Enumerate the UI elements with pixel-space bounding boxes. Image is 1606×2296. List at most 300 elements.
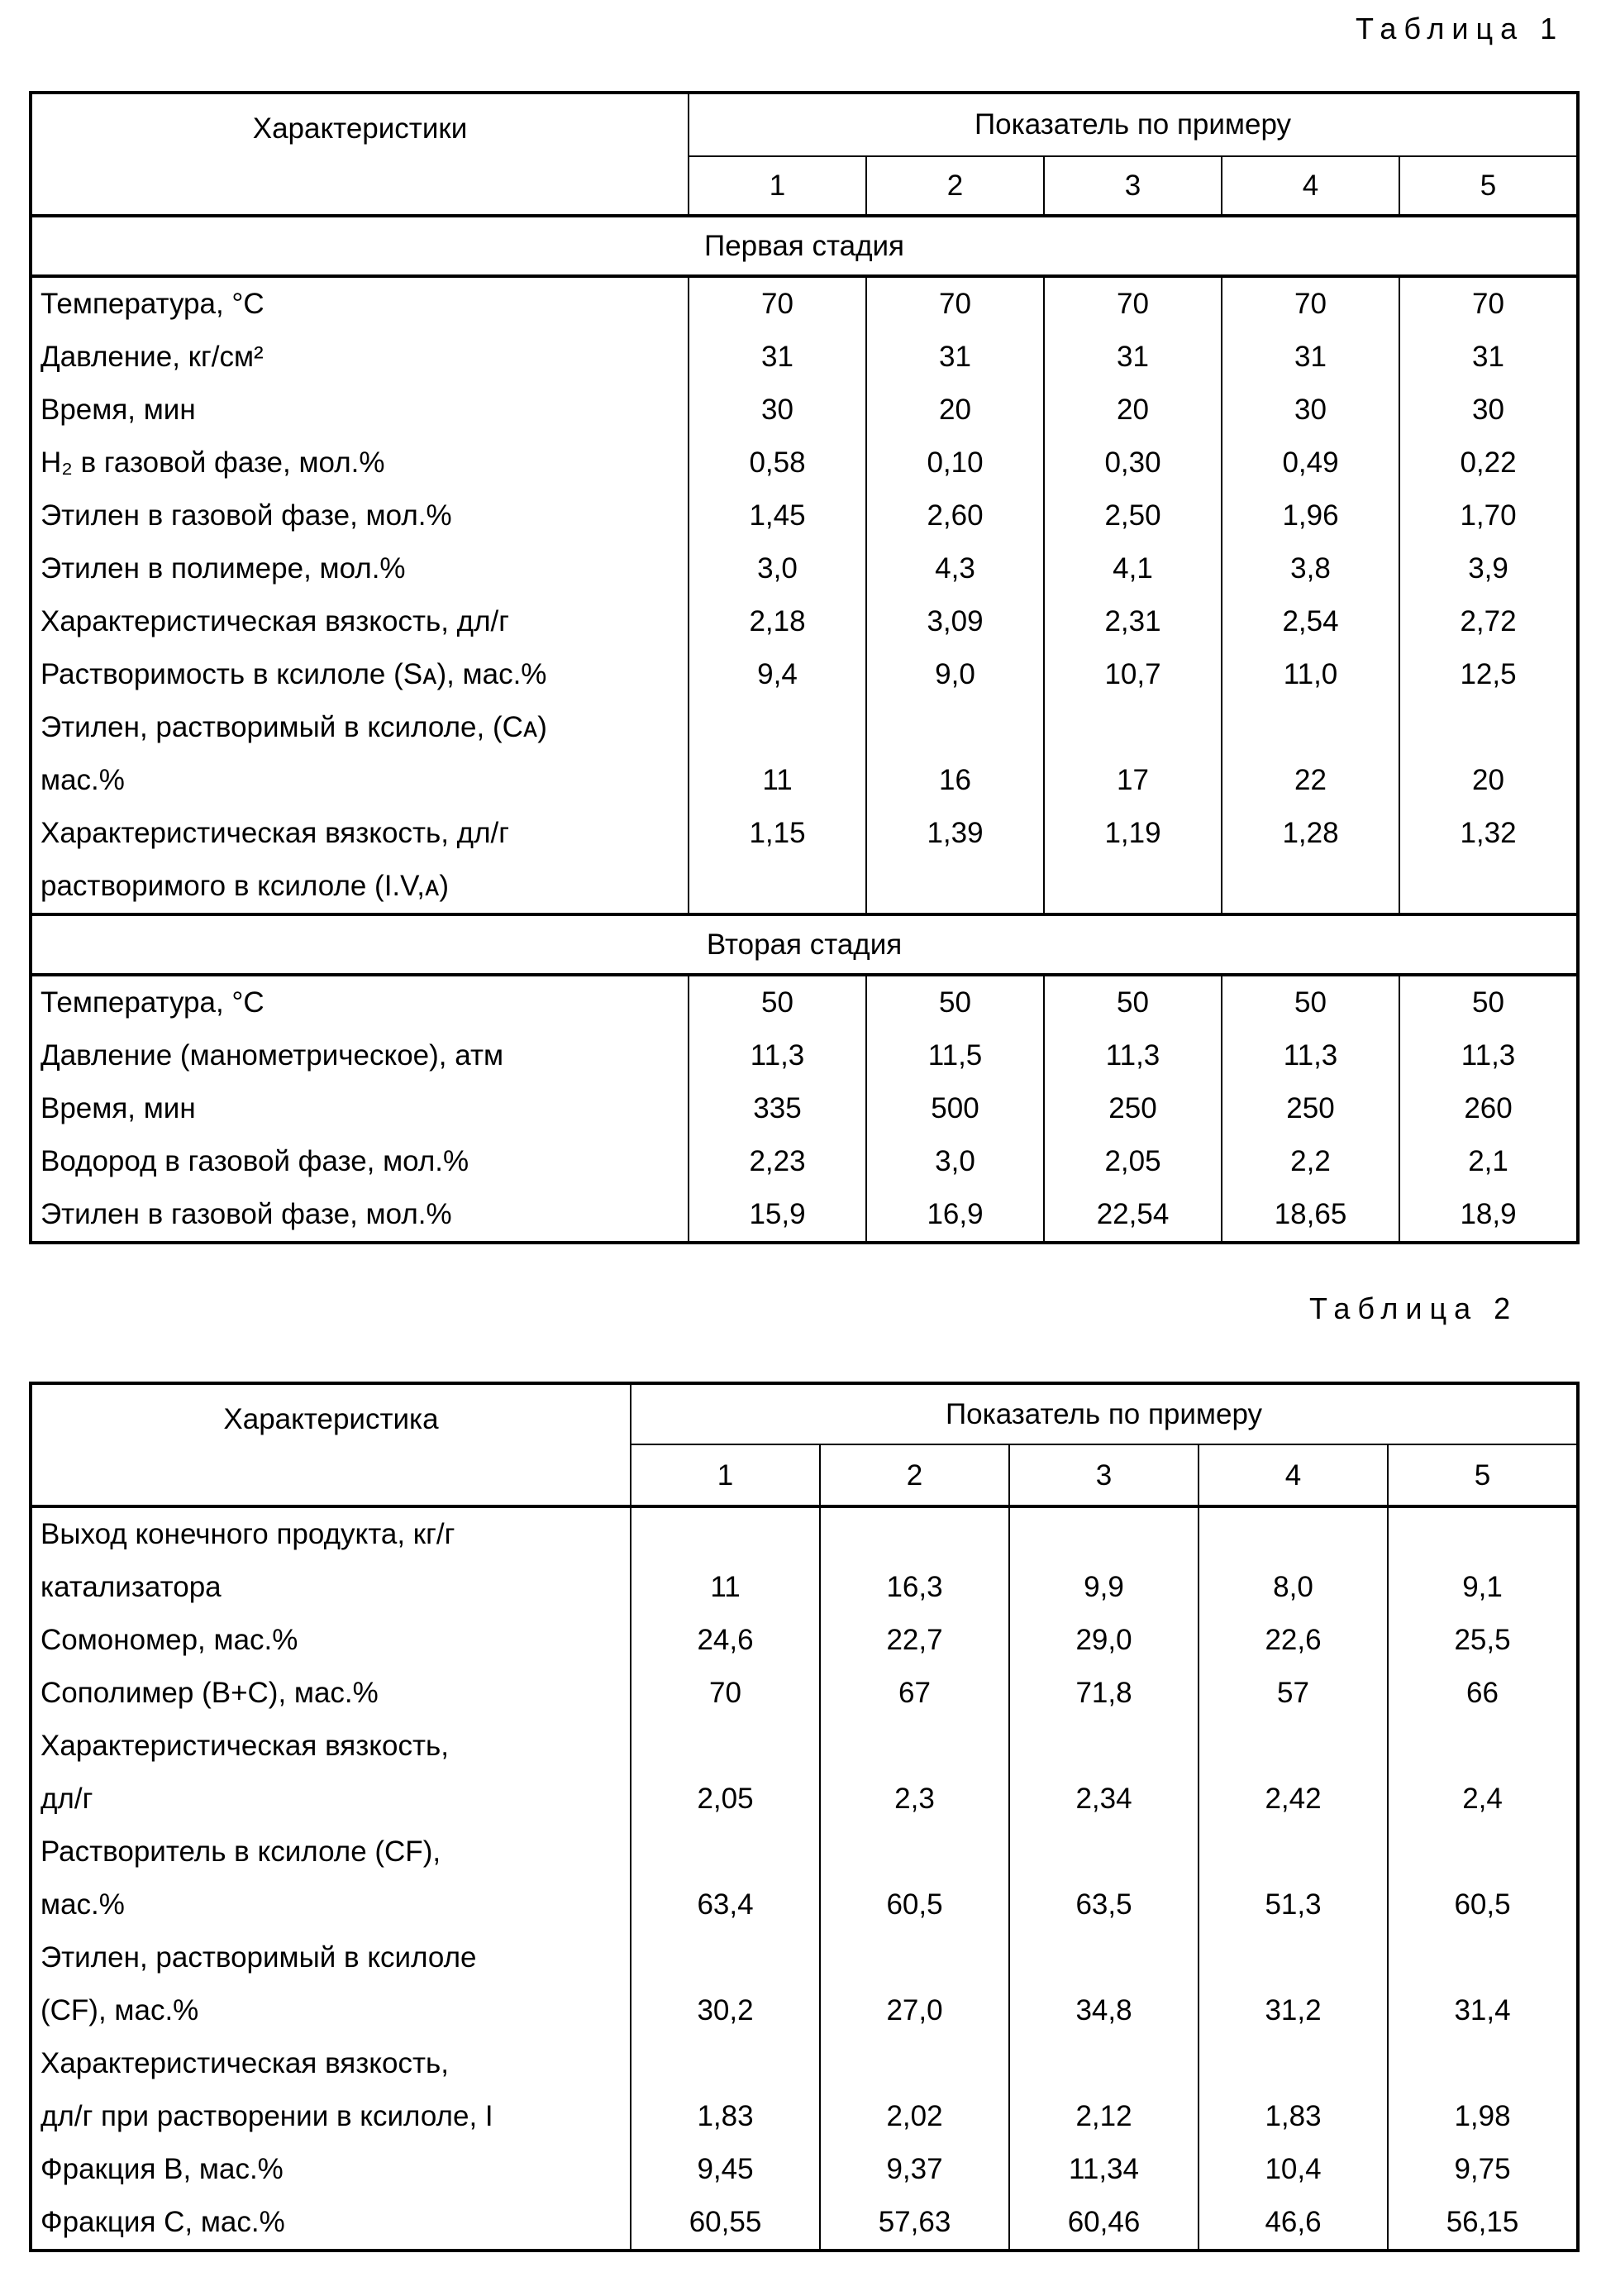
value-text: 2,05 — [1045, 1135, 1221, 1188]
cell-value — [1222, 489, 1399, 542]
value-text: 31 — [867, 331, 1043, 384]
cell-value — [1399, 331, 1578, 384]
empty-line — [821, 1931, 1008, 1984]
table-row — [31, 1506, 1578, 1614]
value-text: 9,0 — [867, 648, 1043, 701]
value-text: 2,12 — [1010, 2090, 1198, 2143]
value-text: 22 — [1222, 754, 1399, 807]
cell-value — [1009, 1720, 1199, 1826]
value-text: 2,2 — [1222, 1135, 1399, 1188]
cell-value — [631, 1826, 820, 1931]
cell-value — [689, 807, 866, 914]
value-text: 34,8 — [1010, 1984, 1198, 2037]
cell-value — [1044, 648, 1222, 701]
cell-value — [866, 1082, 1044, 1135]
value-text: 51,3 — [1199, 1878, 1387, 1931]
value-text: 50 — [867, 976, 1043, 1029]
value-text: 2,3 — [821, 1773, 1008, 1826]
empty-line — [631, 1826, 819, 1878]
row-label-line: Сополимер (B+C), мас.% — [41, 1667, 630, 1720]
table-row — [31, 975, 1578, 1029]
cell-value — [1044, 701, 1222, 807]
cell-value — [820, 2037, 1009, 2143]
header-group: Показатель по примеру — [631, 1383, 1578, 1444]
empty-line — [1045, 701, 1221, 754]
row-label-line: Температура, °C — [41, 278, 688, 331]
value-text: 2,60 — [867, 489, 1043, 542]
table-row — [31, 1826, 1578, 1931]
cell-value — [689, 1135, 866, 1188]
table-row — [31, 2143, 1578, 2196]
value-text: 15,9 — [689, 1188, 865, 1241]
value-text: 66 — [1389, 1667, 1576, 1720]
value-text: 2,50 — [1045, 489, 1221, 542]
cell-value — [820, 1720, 1009, 1826]
row-label — [31, 1082, 689, 1135]
cell-value — [689, 701, 866, 807]
cell-value — [866, 1135, 1044, 1188]
value-text: 1,15 — [689, 807, 865, 860]
value-text: 250 — [1222, 1082, 1399, 1135]
cell-value — [1388, 2037, 1578, 2143]
row-label-line: Фракция C, мас.% — [41, 2196, 630, 2249]
empty-line — [1010, 1508, 1198, 1561]
value-text: 60,55 — [631, 2196, 819, 2249]
cell-value — [1399, 1082, 1578, 1135]
cell-value — [1044, 331, 1222, 384]
cell-value — [689, 975, 866, 1029]
cell-value — [1009, 1826, 1199, 1931]
cell-value — [866, 276, 1044, 331]
value-text: 63,4 — [631, 1878, 819, 1931]
value-text: 1,96 — [1222, 489, 1399, 542]
table-row — [31, 1135, 1578, 1188]
cell-value — [1222, 437, 1399, 489]
value-text: 16,9 — [867, 1188, 1043, 1241]
value-text: 18,65 — [1222, 1188, 1399, 1241]
value-text: 60,5 — [821, 1878, 1008, 1931]
cell-value — [1222, 276, 1399, 331]
row-label-line: Выход конечного продукта, кг/г — [41, 1508, 630, 1561]
cell-value — [1399, 1029, 1578, 1082]
cell-value — [1222, 701, 1399, 807]
row-label-line: Давление, кг/см² — [41, 331, 688, 384]
value-text: 31,2 — [1199, 1984, 1387, 2037]
cell-value — [820, 2143, 1009, 2196]
row-label-line: (CF), мас.% — [41, 1984, 630, 2037]
value-text: 20 — [1400, 754, 1576, 807]
table-row — [31, 1082, 1578, 1135]
cell-value — [1044, 542, 1222, 595]
row-label — [31, 489, 689, 542]
cell-value — [631, 1667, 820, 1720]
row-label-line: дл/г при растворении в ксилоле, I — [41, 2090, 630, 2143]
value-text: 16 — [867, 754, 1043, 807]
header-characteristics: Характеристики — [31, 93, 689, 216]
value-text: 22,54 — [1045, 1188, 1221, 1241]
value-text: 31 — [1400, 331, 1576, 384]
row-label-line: Фракция B, мас.% — [41, 2143, 630, 2196]
cell-value — [866, 1188, 1044, 1243]
row-label-line: Растворимость в ксилоле (Sᴀ), мас.% — [41, 648, 688, 701]
table-row — [31, 276, 1578, 331]
header-example-number: 4 — [1222, 156, 1399, 216]
row-label — [31, 331, 689, 384]
value-text: 0,49 — [1222, 437, 1399, 489]
row-label-line: Этилен в газовой фазе, мол.% — [41, 1188, 688, 1241]
value-text: 57 — [1199, 1667, 1387, 1720]
value-text: 9,37 — [821, 2143, 1008, 2196]
cell-value — [1399, 701, 1578, 807]
header-row — [31, 1383, 1578, 1444]
cell-value — [1399, 437, 1578, 489]
empty-line — [631, 2037, 819, 2090]
header-example-number: 2 — [820, 1444, 1009, 1506]
empty-line — [1010, 1826, 1198, 1878]
row-label-line: мас.% — [41, 754, 688, 807]
cell-value — [1222, 1135, 1399, 1188]
empty-line — [1400, 860, 1576, 913]
value-text: 70 — [1045, 278, 1221, 331]
row-label — [31, 975, 689, 1029]
empty-line — [1010, 1720, 1198, 1773]
table1-caption: Таблица 1 — [1356, 12, 1564, 46]
empty-line — [1199, 1508, 1387, 1561]
value-text: 0,58 — [689, 437, 865, 489]
value-text: 11,34 — [1010, 2143, 1198, 2196]
cell-value — [866, 384, 1044, 437]
cell-value — [820, 2196, 1009, 2251]
empty-line — [867, 701, 1043, 754]
value-text: 1,32 — [1400, 807, 1576, 860]
value-text: 2,18 — [689, 595, 865, 648]
cell-value — [1222, 384, 1399, 437]
cell-value — [1399, 975, 1578, 1029]
value-text: 17 — [1045, 754, 1221, 807]
stage-row — [31, 216, 1578, 276]
value-text: 2,31 — [1045, 595, 1221, 648]
cell-value — [1199, 1931, 1388, 2037]
cell-value — [866, 331, 1044, 384]
stage-title: Первая стадия — [31, 216, 1578, 276]
row-label-line: Характеристическая вязкость, дл/г — [41, 807, 688, 860]
row-label-line: растворимого в ксилоле (I.V,ᴀ) — [41, 860, 688, 913]
value-text: 1,45 — [689, 489, 865, 542]
cell-value — [689, 1082, 866, 1135]
cell-value — [1009, 1667, 1199, 1720]
table-row — [31, 542, 1578, 595]
stage-title: Вторая стадия — [31, 914, 1578, 975]
row-label — [31, 1506, 631, 1614]
value-text: 70 — [1400, 278, 1576, 331]
cell-value — [1399, 276, 1578, 331]
value-text: 12,5 — [1400, 648, 1576, 701]
empty-line — [1010, 1931, 1198, 1984]
cell-value — [866, 437, 1044, 489]
empty-line — [821, 1720, 1008, 1773]
header-group: Показатель по примеру — [689, 93, 1578, 156]
cell-value — [1044, 1082, 1222, 1135]
value-text: 2,54 — [1222, 595, 1399, 648]
value-text: 3,8 — [1222, 542, 1399, 595]
value-text: 0,22 — [1400, 437, 1576, 489]
empty-line — [689, 860, 865, 913]
cell-value — [1222, 1029, 1399, 1082]
cell-value — [689, 331, 866, 384]
cell-value — [1388, 2143, 1578, 2196]
value-text: 60,5 — [1389, 1878, 1576, 1931]
value-text: 11,3 — [1400, 1029, 1576, 1082]
row-label — [31, 1931, 631, 2037]
cell-value — [689, 384, 866, 437]
cell-value — [1044, 807, 1222, 914]
cell-value — [1044, 595, 1222, 648]
header-example-number: 1 — [631, 1444, 820, 1506]
value-text: 50 — [1045, 976, 1221, 1029]
cell-value — [1199, 1506, 1388, 1614]
value-text: 1,19 — [1045, 807, 1221, 860]
row-label — [31, 2143, 631, 2196]
empty-line — [1389, 1931, 1576, 1984]
cell-value — [1399, 542, 1578, 595]
stage-row — [31, 914, 1578, 975]
value-text: 4,1 — [1045, 542, 1221, 595]
row-label — [31, 1667, 631, 1720]
cell-value — [1199, 2196, 1388, 2251]
cell-value — [631, 1614, 820, 1667]
row-label-line: Характеристическая вязкость, — [41, 1720, 630, 1773]
cell-value — [820, 1614, 1009, 1667]
cell-value — [631, 1506, 820, 1614]
cell-value — [1009, 2037, 1199, 2143]
row-label-line: Характеристическая вязкость, дл/г — [41, 595, 688, 648]
empty-line — [1400, 701, 1576, 754]
value-text: 31 — [1045, 331, 1221, 384]
value-text: 25,5 — [1389, 1614, 1576, 1667]
empty-line — [1199, 1720, 1387, 1773]
cell-value — [866, 489, 1044, 542]
cell-value — [1222, 648, 1399, 701]
table-row — [31, 1029, 1578, 1082]
row-label — [31, 1135, 689, 1188]
value-text: 250 — [1045, 1082, 1221, 1135]
value-text: 70 — [689, 278, 865, 331]
cell-value — [1388, 1720, 1578, 1826]
empty-line — [1389, 2037, 1576, 2090]
value-text: 2,42 — [1199, 1773, 1387, 1826]
row-label-line: дл/г — [41, 1773, 630, 1826]
value-text: 67 — [821, 1667, 1008, 1720]
cell-value — [1199, 2037, 1388, 2143]
empty-line — [1045, 860, 1221, 913]
empty-line — [689, 701, 865, 754]
header-example-number: 1 — [689, 156, 866, 216]
value-text: 1,83 — [631, 2090, 819, 2143]
cell-value — [1044, 1029, 1222, 1082]
value-text: 11,3 — [1045, 1029, 1221, 1082]
value-text: 11,3 — [1222, 1029, 1399, 1082]
row-label — [31, 1029, 689, 1082]
value-text: 56,15 — [1389, 2196, 1576, 2249]
row-label — [31, 595, 689, 648]
value-text: 10,7 — [1045, 648, 1221, 701]
table-1 — [29, 91, 1580, 1244]
cell-value — [1009, 1506, 1199, 1614]
value-text: 0,10 — [867, 437, 1043, 489]
cell-value — [1044, 437, 1222, 489]
row-label-line: Время, мин — [41, 384, 688, 437]
row-label — [31, 1720, 631, 1826]
cell-value — [866, 595, 1044, 648]
row-label — [31, 807, 689, 914]
cell-value — [866, 807, 1044, 914]
row-label-line: Сомономер, мас.% — [41, 1614, 630, 1667]
empty-line — [1222, 860, 1399, 913]
row-label-line: мас.% — [41, 1878, 630, 1931]
cell-value — [1009, 2143, 1199, 2196]
empty-line — [1199, 2037, 1387, 2090]
value-text: 70 — [631, 1667, 819, 1720]
row-label-line: Этилен в полимере, мол.% — [41, 542, 688, 595]
row-label-line: Этилен в газовой фазе, мол.% — [41, 489, 688, 542]
row-label — [31, 276, 689, 331]
cell-value — [1399, 1188, 1578, 1243]
value-text: 30 — [1400, 384, 1576, 437]
cell-value — [1009, 1614, 1199, 1667]
value-text: 9,9 — [1010, 1561, 1198, 1614]
empty-line — [821, 2037, 1008, 2090]
value-text: 30 — [689, 384, 865, 437]
row-label-line: Растворитель в ксилоле (CF), — [41, 1826, 630, 1878]
value-text: 22,6 — [1199, 1614, 1387, 1667]
header-example-number: 5 — [1399, 156, 1578, 216]
table2-caption: Таблица 2 — [1309, 1291, 1518, 1326]
cell-value — [1044, 1188, 1222, 1243]
header-example-number: 2 — [866, 156, 1044, 216]
value-text: 18,9 — [1400, 1188, 1576, 1241]
cell-value — [689, 437, 866, 489]
value-text: 11,3 — [689, 1029, 865, 1082]
value-text: 29,0 — [1010, 1614, 1198, 1667]
value-text: 70 — [867, 278, 1043, 331]
cell-value — [1222, 975, 1399, 1029]
cell-value — [1399, 595, 1578, 648]
value-text: 11,5 — [867, 1029, 1043, 1082]
value-text: 2,72 — [1400, 595, 1576, 648]
empty-line — [1199, 1826, 1387, 1878]
cell-value — [631, 2196, 820, 2251]
cell-value — [1399, 384, 1578, 437]
header-characteristics: Характеристика — [31, 1383, 631, 1506]
table-row — [31, 701, 1578, 807]
cell-value — [1399, 648, 1578, 701]
cell-value — [689, 595, 866, 648]
row-label-line: Давление (манометрическое), атм — [41, 1029, 688, 1082]
cell-value — [1044, 384, 1222, 437]
value-text: 2,1 — [1400, 1135, 1576, 1188]
cell-value — [866, 542, 1044, 595]
value-text: 20 — [1045, 384, 1221, 437]
table-row — [31, 1188, 1578, 1243]
row-label-line: Этилен, растворимый в ксилоле, (Cᴀ) — [41, 701, 688, 754]
value-text: 2,23 — [689, 1135, 865, 1188]
row-label — [31, 2196, 631, 2251]
empty-line — [1010, 2037, 1198, 2090]
table-row — [31, 331, 1578, 384]
header-example-number: 4 — [1199, 1444, 1388, 1506]
empty-line — [1389, 1826, 1576, 1878]
value-text: 24,6 — [631, 1614, 819, 1667]
row-label — [31, 701, 689, 807]
cell-value — [689, 276, 866, 331]
value-text: 4,3 — [867, 542, 1043, 595]
value-text: 3,0 — [867, 1135, 1043, 1188]
row-label — [31, 437, 689, 489]
cell-value — [1388, 1931, 1578, 2037]
cell-value — [820, 1506, 1009, 1614]
value-text: 31 — [1222, 331, 1399, 384]
value-text: 3,0 — [689, 542, 865, 595]
row-label-line: Водород в газовой фазе, мол.% — [41, 1135, 688, 1188]
value-text: 11 — [689, 754, 865, 807]
row-label — [31, 1826, 631, 1931]
cell-value — [866, 1029, 1044, 1082]
value-text: 9,4 — [689, 648, 865, 701]
value-text: 60,46 — [1010, 2196, 1198, 2249]
row-label — [31, 2037, 631, 2143]
value-text: 70 — [1222, 278, 1399, 331]
empty-line — [1389, 1720, 1576, 1773]
value-text: 27,0 — [821, 1984, 1008, 2037]
cell-value — [820, 1826, 1009, 1931]
table-row — [31, 1667, 1578, 1720]
table-2 — [29, 1382, 1580, 2252]
value-text: 30,2 — [631, 1984, 819, 2037]
value-text: 63,5 — [1010, 1878, 1198, 1931]
value-text: 1,39 — [867, 807, 1043, 860]
cell-value — [1388, 1826, 1578, 1931]
value-text: 50 — [1222, 976, 1399, 1029]
empty-line — [1389, 1508, 1576, 1561]
value-text: 2,02 — [821, 2090, 1008, 2143]
value-text: 3,9 — [1400, 542, 1576, 595]
row-label — [31, 1188, 689, 1243]
value-text: 31,4 — [1389, 1984, 1576, 2037]
empty-line — [821, 1826, 1008, 1878]
cell-value — [1009, 1931, 1199, 2037]
value-text: 1,28 — [1222, 807, 1399, 860]
cell-value — [866, 648, 1044, 701]
value-text: 30 — [1222, 384, 1399, 437]
cell-value — [1199, 2143, 1388, 2196]
value-text: 50 — [689, 976, 865, 1029]
cell-value — [866, 701, 1044, 807]
cell-value — [1222, 595, 1399, 648]
value-text: 1,98 — [1389, 2090, 1576, 2143]
value-text: 1,83 — [1199, 2090, 1387, 2143]
cell-value — [1199, 1614, 1388, 1667]
row-label-line: Этилен, растворимый в ксилоле — [41, 1931, 630, 1984]
cell-value — [631, 2143, 820, 2196]
cell-value — [1009, 2196, 1199, 2251]
table-row — [31, 648, 1578, 701]
value-text: 2,4 — [1389, 1773, 1576, 1826]
table-row — [31, 2196, 1578, 2251]
value-text: 3,09 — [867, 595, 1043, 648]
row-label — [31, 542, 689, 595]
empty-line — [631, 1508, 819, 1561]
cell-value — [1222, 331, 1399, 384]
